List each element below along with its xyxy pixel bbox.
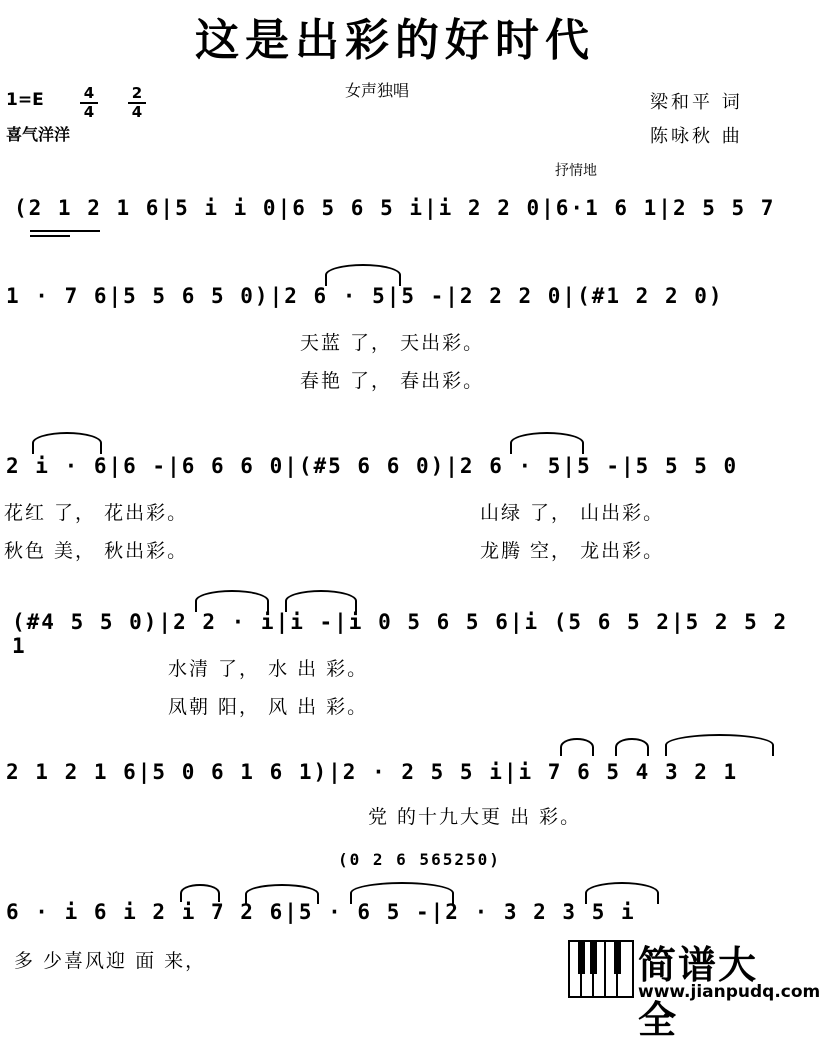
slur: [350, 882, 454, 904]
song-title: 这是出彩的好时代: [195, 15, 595, 66]
performance-label: 女声独唱: [345, 81, 410, 100]
composer: 陈咏秋 曲: [650, 126, 743, 147]
lyrics-verse-2: 秋色 美， 秋出彩。: [4, 540, 189, 562]
slur: [665, 734, 774, 756]
slur: [245, 884, 319, 904]
staff-row-2: [0, 272, 790, 402]
slur: [32, 432, 102, 454]
piano-keys-icon: [568, 940, 634, 998]
lyrics-verse-1: 多 少喜风迎 面 来，: [14, 950, 207, 972]
mood-label: 喜气洋洋: [6, 125, 71, 144]
slur: [180, 884, 220, 902]
lyrics-verse-1: 花红 了， 花出彩。: [4, 502, 189, 524]
time-num: 4: [83, 84, 95, 102]
slur: [285, 590, 357, 612]
slur: [560, 738, 594, 756]
lyrics-verse-2-right: 龙腾 空， 龙出彩。: [480, 540, 665, 562]
notes: (#4 5 5 0)|2 2 · i|i -|i 0 5 6 5 6|i (5 6 5 2|5 2 5 2 1: [12, 610, 789, 658]
underline: [30, 235, 70, 237]
underline: [30, 230, 100, 232]
staff-row-3: [0, 440, 790, 570]
time-den: 4: [83, 103, 95, 121]
notes: 2 1 2 1 6|5 0 6 1 6 1)|2 · 2 5 5 i|i 7 6 5 4 3 2 1: [6, 760, 739, 784]
site-logo: [568, 930, 820, 1042]
notes: 2 i · 6|6 -|6 6 6 0|(#5 6 6 0)|2 6 · 5|5 -|5 5 5 0: [6, 454, 739, 478]
slur: [615, 738, 649, 756]
logo-url: www.jianpudq.com: [638, 982, 820, 1002]
key-signature: 1=E: [6, 90, 44, 110]
interlude-notes: (0 2 6 565250): [338, 850, 501, 869]
time-signature-4-4: [80, 86, 98, 120]
notes: 6 · i 6 i 2 i 7 2 6|5 · 6 5 -|2 · 3 2 3 5 i: [6, 900, 636, 924]
time-den: 4: [131, 103, 143, 121]
lyrics-verse-1-right: 山绿 了， 山出彩。: [480, 502, 665, 524]
slur: [195, 590, 269, 612]
lyrics-verse-2: 凤朝 阳， 风 出 彩。: [168, 696, 369, 718]
lyrics-verse-1: 天蓝 了， 天出彩。: [300, 332, 485, 354]
notes: 1 · 7 6|5 5 6 5 0)|2 6 · 5|5 -|2 2 2 0|(#1 2 2 0): [6, 284, 724, 308]
time-signature-2-4: [128, 86, 146, 120]
logo-name: 简谱大全: [638, 943, 759, 1042]
lyrics-verse-1: 水清 了， 水 出 彩。: [168, 658, 369, 680]
lyricist: 梁和平 词: [650, 92, 743, 113]
staff-row-4: [0, 600, 790, 730]
notes: (2 1 2 1 6|5 i i 0|6 5 6 5 i|i 2 2 0|6·1 6 1|2 5 5 7: [14, 196, 776, 220]
lyrics-verse-1: 党 的十九大更 出 彩。: [368, 806, 582, 828]
slur: [510, 432, 584, 454]
slur: [585, 882, 659, 904]
slur: [325, 264, 401, 286]
time-num: 2: [131, 84, 143, 102]
lyrics-verse-2: 春艳 了， 春出彩。: [300, 370, 485, 392]
expression-mark: 抒情地: [555, 163, 597, 179]
